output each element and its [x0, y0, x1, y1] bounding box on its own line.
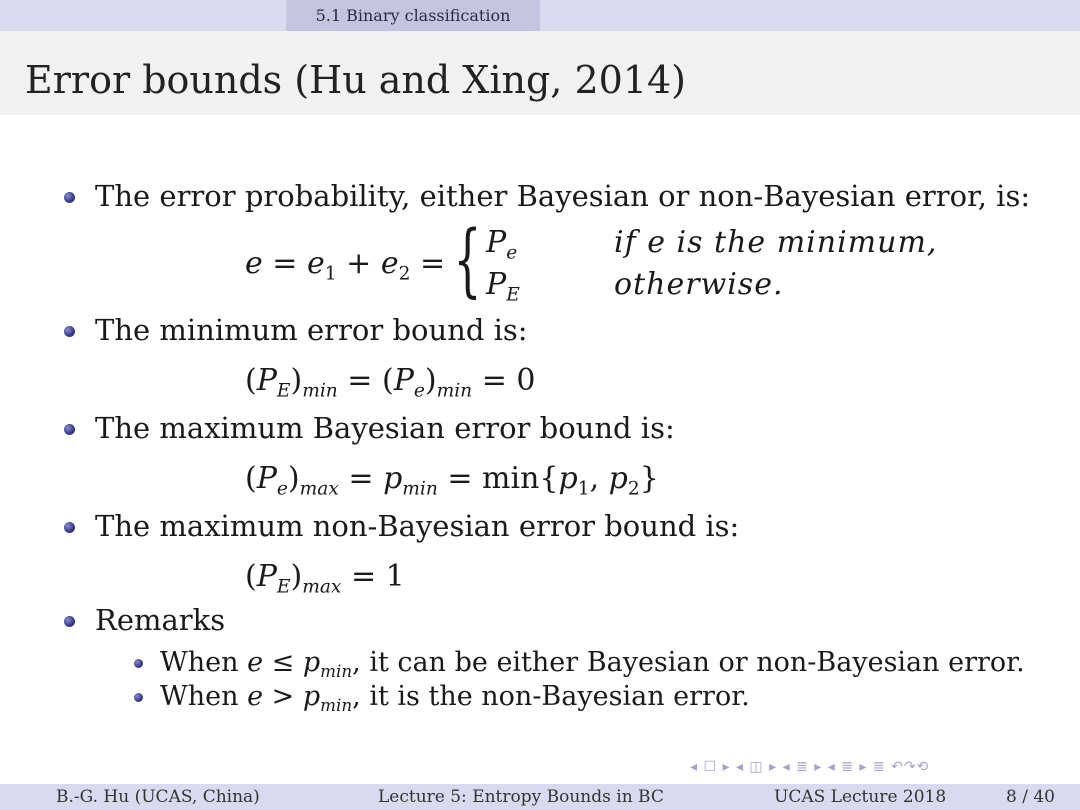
bullet-text-error-probability: The error probability, either Bayesian or non-Bayesian error, is:: [95, 179, 1031, 213]
left-brace: {: [453, 213, 482, 306]
bullet-text-remarks: Remarks: [95, 603, 226, 637]
bullet-text-max-non-bayesian: The maximum non-Bayesian error bound is:: [95, 509, 740, 543]
equation-minimum-bound: $(P_E)_{min} = (P_e)_{min} = 0$: [245, 363, 536, 402]
sub-bullet-icon: [134, 693, 143, 702]
bullet-text-max-bayesian: The maximum Bayesian error bound is:: [95, 411, 675, 445]
remark-2: When $e > p_{min}$, it is the non-Bayesian error.: [160, 681, 750, 715]
footer-event: UCAS Lecture 2018: [774, 787, 947, 807]
footer-bar: [0, 784, 1080, 810]
case-pe: $P_e$: [486, 225, 518, 264]
remark-2-prefix: When: [160, 681, 248, 712]
bullet-icon: [64, 522, 75, 533]
sub-bullet-icon: [134, 659, 143, 668]
remark-1-suffix: , it can be either Bayesian or non-Bayesian error.: [352, 647, 1025, 678]
footer-author: B.-G. Hu (UCAS, China): [56, 787, 260, 807]
footer-page-number: 8 / 40: [1006, 787, 1055, 807]
bullet-text-minimum-bound: The minimum error bound is:: [95, 313, 528, 347]
remark-1-prefix: When: [160, 647, 248, 678]
equation-max-bayesian: $(P_e)_{max} = p_{min} = \min\{p_1$, $p_2$}: [245, 461, 659, 500]
slide-title: Error bounds (Hu and Xing, 2014): [25, 58, 686, 102]
remark-1: When $e \le p_{min}$, it can be either Bayesian or non-Bayesian error.: [160, 647, 1025, 681]
case-pe-condition: if e is the minimum,: [614, 225, 938, 260]
section-tab[interactable]: 5.1 Binary classification: [286, 0, 540, 31]
case-pE-condition: otherwise.: [614, 267, 784, 302]
equation-max-non-bayesian: $(P_E)_{max} = 1$: [245, 559, 405, 598]
equation-error-sum: $e = e_1 + e_2$ =: [245, 246, 446, 285]
case-pE: $P_E$: [486, 267, 520, 306]
top-navigation-bar: [0, 0, 1080, 31]
beamer-navigation-icons[interactable]: ◂ ☐ ▸ ◂ ◫ ▸ ◂ ≣ ▸ ◂ ≣ ▸ ≣ ↶↷⟲: [690, 759, 930, 775]
bullet-icon: [64, 326, 75, 337]
footer-lecture: Lecture 5: Entropy Bounds in BC: [378, 787, 664, 807]
bullet-icon: [64, 192, 75, 203]
remark-2-suffix: , it is the non-Bayesian error.: [352, 681, 750, 712]
bullet-icon: [64, 424, 75, 435]
bullet-icon: [64, 616, 75, 627]
